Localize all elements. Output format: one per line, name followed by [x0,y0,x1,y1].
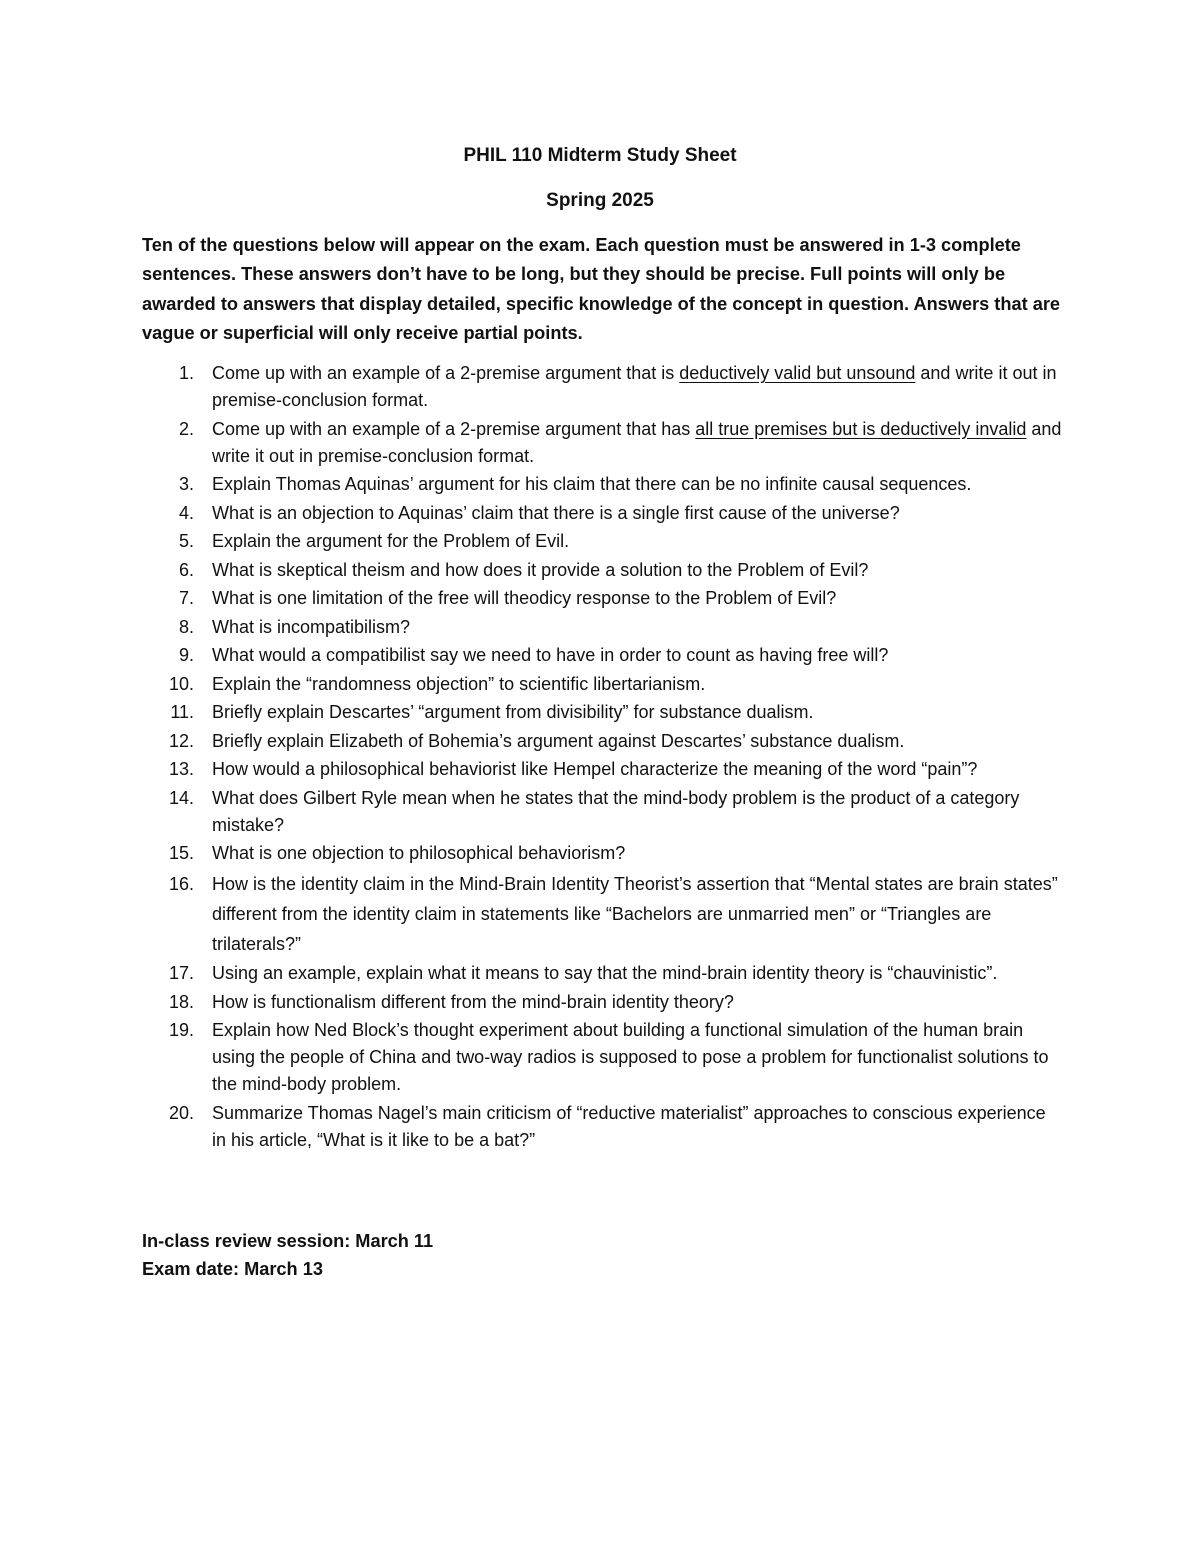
question-text: What is one limitation of the free will theodicy response to the Problem of Evil? [212,588,837,608]
question-item [142,557,1062,584]
question-number: 2. [178,418,194,439]
question-item [142,360,1062,414]
question-text: Come up with an example of a 2-premise argument that is [212,363,680,383]
question-item [142,1100,1062,1154]
question-item [142,528,1062,555]
question-text: What is incompatibilism? [212,616,411,637]
question-text: How is functionalism different from the mind-brain identity theory? [212,991,734,1012]
question-list [142,360,1062,1155]
question-text: Explain the “randomness objection” to scientific libertarianism. [212,673,706,694]
question-text: and write it out in premise-conclusion format. [212,418,1062,466]
question-number: 11. [170,702,194,722]
question-emphasis: all true premises but is deductively invalid [695,418,1027,439]
question-item [142,642,1062,669]
question-text: What is one objection to philosophical behaviorism? [212,843,626,863]
question-number: 13. [168,759,194,779]
question-item [142,960,1062,987]
question-number: 3. [178,474,194,494]
question-text: Briefly explain Descartes’ “argument from divisibility” for substance dualism. [212,702,814,722]
question-item [142,585,1062,612]
question-item [142,840,1062,867]
question-item [142,869,1062,959]
question-text: What would a compatibilist say we need to have in order to count as having free will? [212,645,889,665]
question-text: What is an objection to Aquinas’ claim that there is a single first cause of the universe? [212,502,900,523]
question-item [142,756,1062,783]
question-item [142,989,1062,1016]
footer-dates [142,1227,433,1283]
question-number: 9. [178,645,194,665]
question-text: Explain the argument for the Problem of Evil. [212,531,570,551]
question-number: 5. [178,531,194,551]
question-number: 8. [178,616,194,637]
question-item [142,471,1062,498]
question-number: 7. [178,588,194,608]
question-item [142,1017,1062,1098]
question-text: Using an example, explain what it means to say that the mind-brain identity theory is “chauvinistic”. [212,963,998,983]
exam-date: Exam date: March 13 [142,1259,323,1279]
question-number: 10. [168,673,194,694]
question-number: 16. [168,873,194,894]
review-session-date: In-class review session: March 11 [142,1231,434,1251]
question-number: 15. [168,843,194,863]
question-number: 1. [178,363,194,383]
question-text: Explain Thomas Aquinas’ argument for his claim that there can be no infinite causal sequences. [212,474,972,494]
question-text: What does Gilbert Ryle mean when he states that the mind-body problem is the product of a category mistake? [212,787,1020,835]
question-item [142,699,1062,726]
question-number: 17. [168,963,194,983]
question-text: What is skeptical theism and how does it provide a solution to the Problem of Evil? [212,559,869,580]
question-text: How would a philosophical behaviorist like Hempel characterize the meaning of the word “pain”? [212,759,978,779]
question-number: 4. [178,502,194,523]
question-text: Summarize Thomas Nagel’s main criticism of “reductive materialist” approaches to conscious experience in his article, “What is it like to be a bat?” [212,1102,1046,1150]
question-item [142,671,1062,698]
question-text: Explain how Ned Block’s thought experiment about building a functional simulation of the human brain using the people of China and two-way radios is supposed to pose a problem for functionalist solutions to the mind-body problem. [212,1020,1049,1094]
question-number: 6. [178,559,194,580]
question-number: 12. [168,730,194,751]
question-number: 18. [168,991,194,1012]
question-text: and write it out in premise-conclusion format. [212,363,1057,410]
question-emphasis: deductively valid but unsound [679,363,916,383]
question-item [142,416,1062,470]
question-item [142,785,1062,839]
question-text: Come up with an example of a 2-premise argument that has [212,418,696,439]
question-item [142,614,1062,641]
question-item [142,728,1062,755]
question-number: 20. [168,1102,194,1123]
question-text: How is the identity claim in the Mind-Brain Identity Theorist’s assertion that “Mental states are brain states” different from the identity claim in statements like “Bachelors are unmarried men” or “Triangles are trilaterals?” [212,873,1058,954]
document-subtitle: Spring 2025 [546,190,654,211]
document-title: PHIL 110 Midterm Study Sheet [463,145,737,166]
question-text: Briefly explain Elizabeth of Bohemia’s argument against Descartes’ substance dualism. [212,730,905,751]
question-number: 14. [168,787,194,808]
question-item [142,500,1062,527]
question-number: 19. [168,1020,194,1040]
instructions-paragraph: Ten of the questions below will appear on the exam. Each question must be answered in 1-3 complete sentences. These answers don’t have to be long, but they should be precise. Full points will only be awarded to answers that display detailed, specific knowledge of the concept in question. Answers that are vague or superficial will only receive partial points. [142,235,1061,343]
